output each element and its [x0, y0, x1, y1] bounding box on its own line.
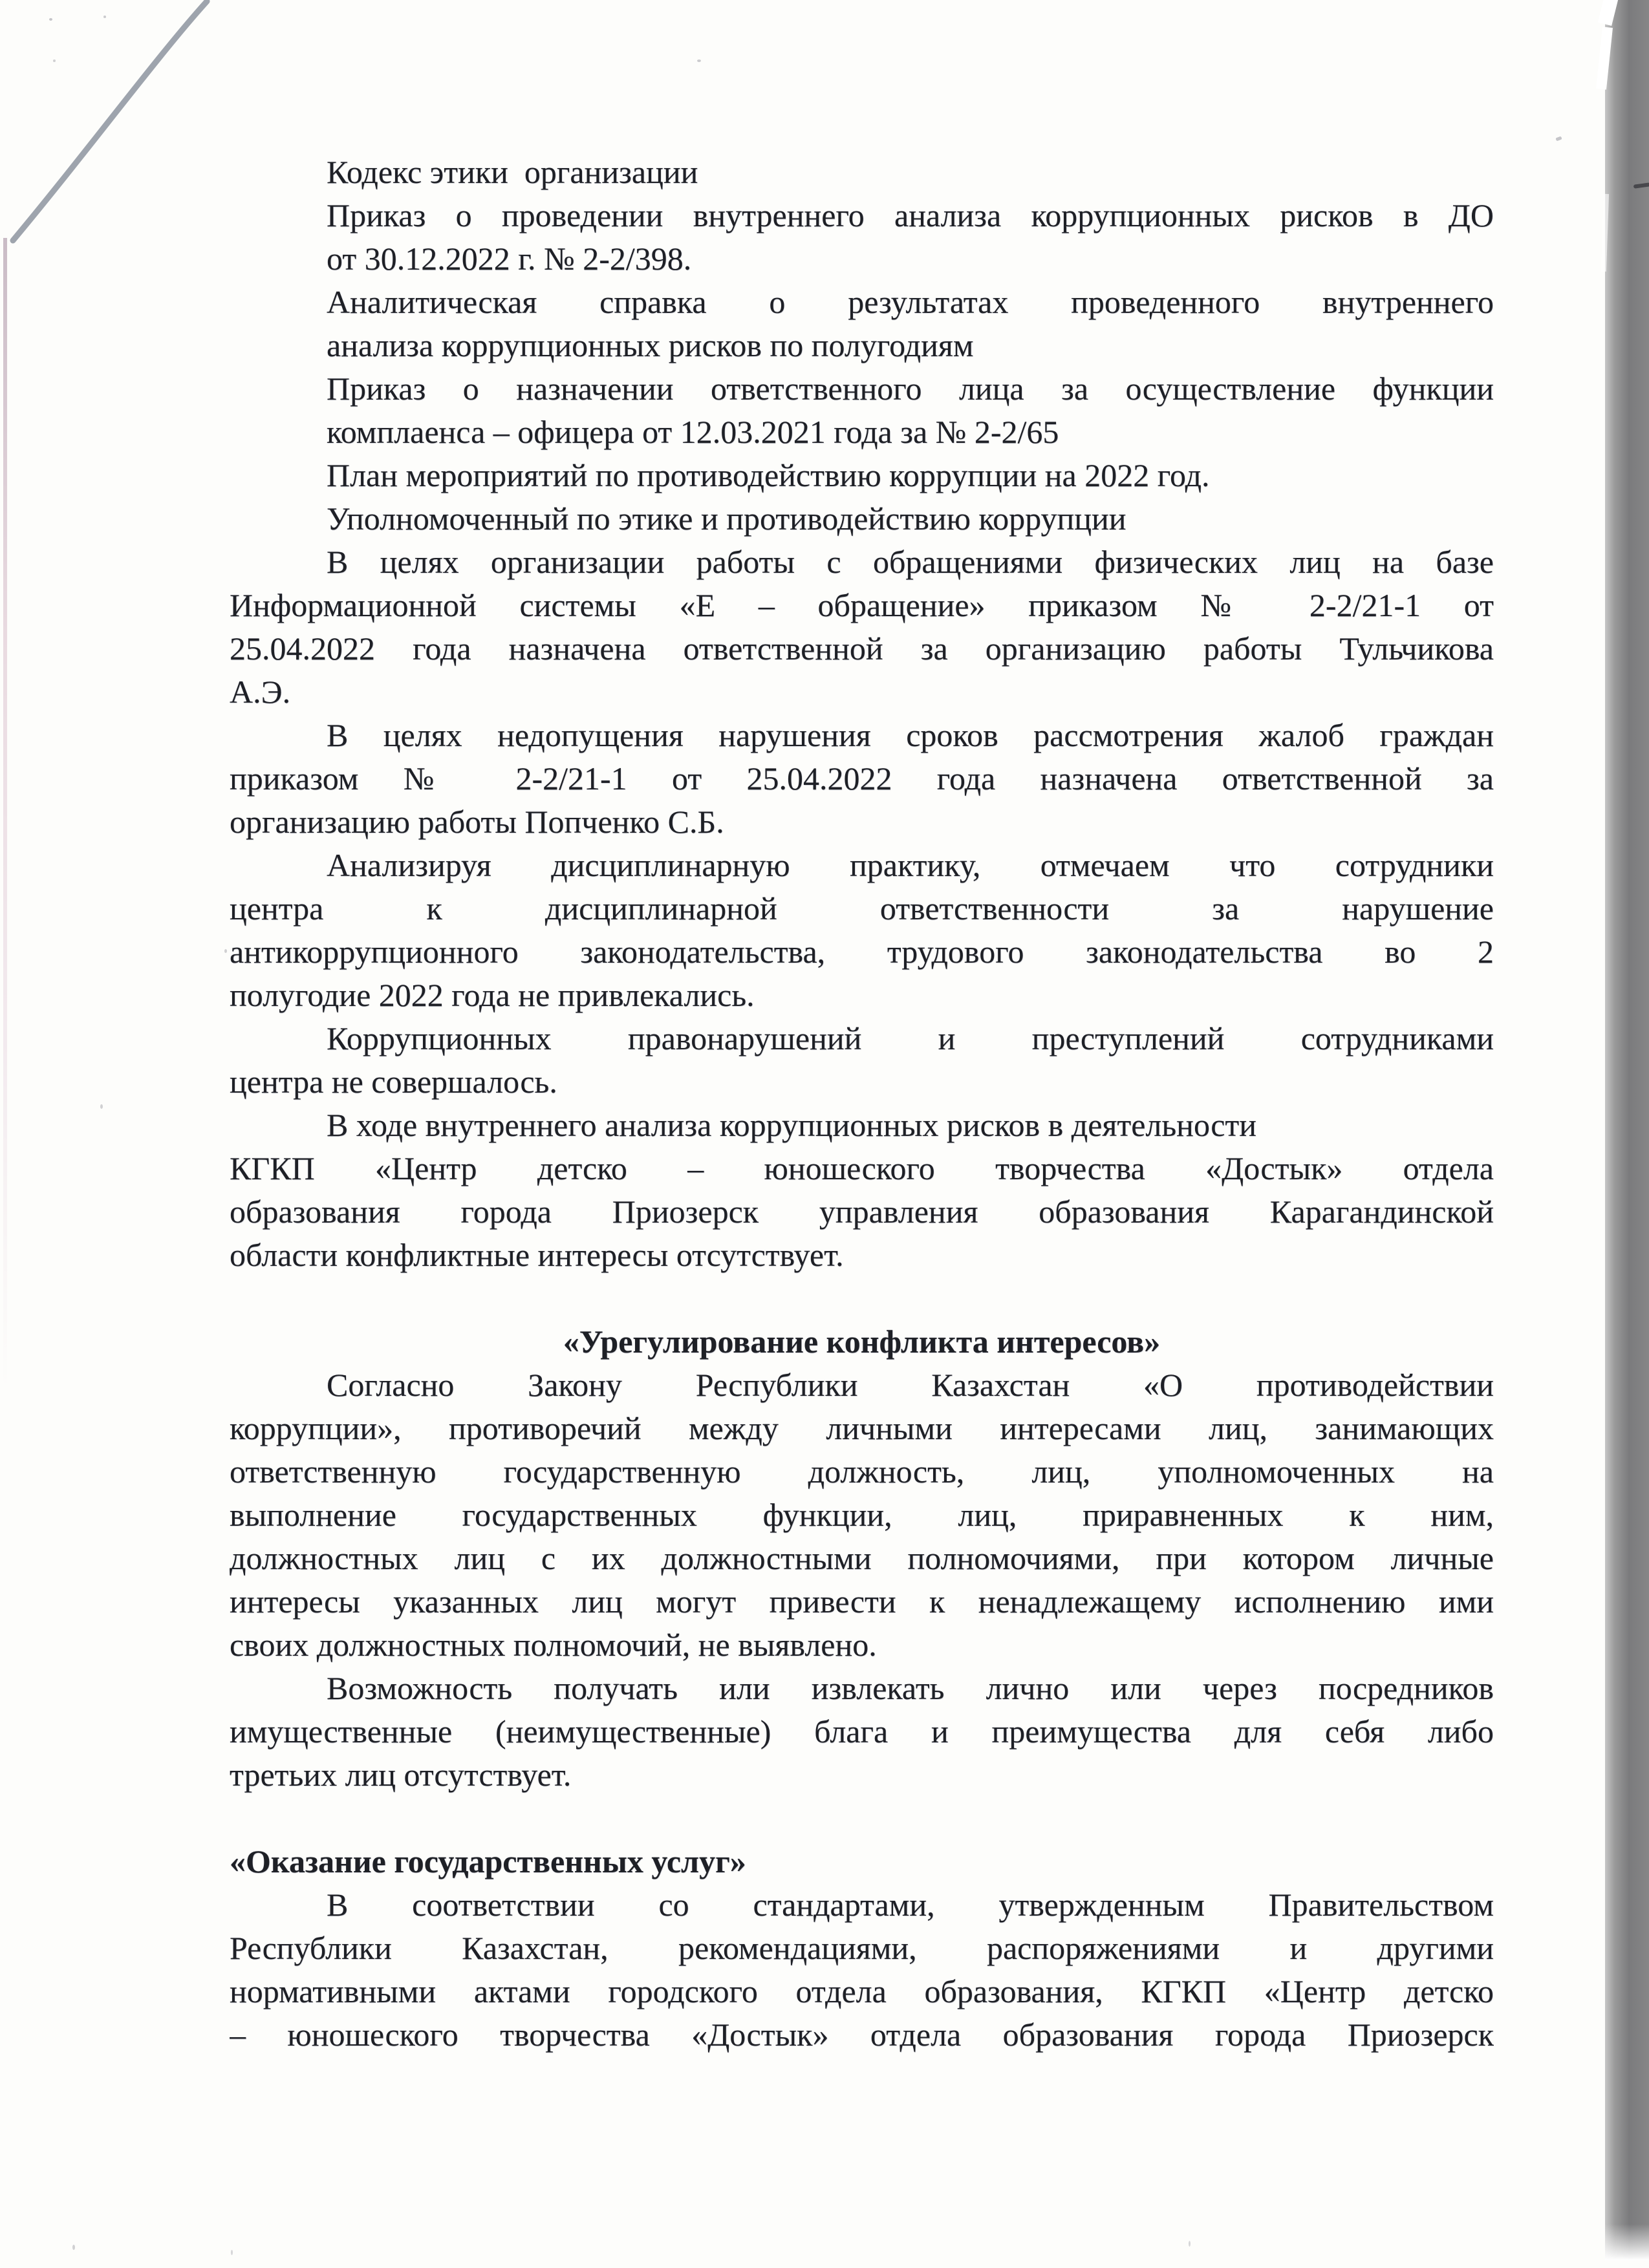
scan-artifact-diagonal-line — [0, 0, 233, 259]
scan-speck — [697, 59, 701, 62]
text-line: комплаенса – офицера от 12.03.2021 года за № 2-2/65 — [327, 414, 1059, 450]
text-line: нормативными актами городского отдела образования, КГКП «Центр детско — [230, 1973, 1494, 2009]
text-line: от 30.12.2022 г. № 2-2/398. — [327, 241, 692, 277]
text-line: коррупции», противоречий между личными интересами лиц, занимающих — [230, 1410, 1494, 1446]
text-line: анализа коррупционных рисков по полугодиям — [327, 327, 974, 363]
text-line: Приказ о назначении ответственного лица за осуществление функции — [327, 370, 1494, 407]
text-line: В соответствии со стандартами, утвержденным Правительством — [327, 1887, 1494, 1923]
text-line: – юношеского творчества «Достык» отдела образования города Приозерск — [230, 2017, 1494, 2053]
text-line: центра к дисциплинарной ответственности за нарушение — [230, 890, 1494, 926]
text-line: Согласно Закону Республики Казахстан «О противодействии — [327, 1367, 1494, 1403]
text-line: План мероприятий по противодействию коррупции на 2022 год. — [327, 457, 1210, 493]
text-line: В ходе внутреннего анализа коррупционных рисков в деятельности — [327, 1107, 1256, 1143]
text-line: организацию работы Попченко С.Б. — [230, 804, 724, 840]
text-line: 25.04.2022 года назначена ответственной за организацию работы Тульчикова — [230, 630, 1494, 667]
text-line: Возможность получать или извлекать лично или через посредников — [327, 1670, 1494, 1706]
text-line: Анализируя дисциплинарную практику, отмечаем что сотрудники — [327, 847, 1494, 883]
text-line: приказом № 2-2/21-1 от 25.04.2022 года назначена ответственной за — [230, 760, 1494, 797]
document-body — [230, 151, 1494, 2057]
text-line: области конфликтные интересы отсутствует. — [230, 1237, 844, 1273]
text-line: антикоррупционного законодательства, трудового законодательства во 2 — [230, 934, 1494, 970]
section-heading: «Оказание государственных услуг» — [230, 1843, 746, 1879]
scan-artifact-left-edge-line — [3, 238, 7, 1389]
scan-speck — [72, 2245, 75, 2250]
text-line: ответственную государственную должность, лиц, уполномоченных на — [230, 1453, 1494, 1490]
text-line: В целях организации работы с обращениями физических лиц на базе — [327, 544, 1494, 580]
text-line: В целях недопущения нарушения сроков рассмотрения жалоб граждан — [327, 717, 1494, 753]
scan-speck — [1555, 136, 1562, 142]
text-line: Информационной системы «Е – обращение» приказом № 2-2/21-1 от — [230, 587, 1494, 623]
text-line: КГКП «Центр детско – юношеского творчества «Достык» отдела — [230, 1150, 1494, 1186]
text-line: Приказ о проведении внутреннего анализа коррупционных рисков в ДО — [327, 197, 1494, 233]
text-line: А.Э. — [230, 674, 291, 710]
text-line: Уполномоченный по этике и противодействию коррупции — [327, 500, 1126, 537]
scan-speck — [224, 949, 227, 953]
scan-speck — [103, 16, 106, 18]
text-line: интересы указанных лиц могут привести к ненадлежащему исполнению ими — [230, 1583, 1494, 1620]
scan-speck — [1633, 182, 1649, 189]
scan-band-notch — [1596, 27, 1613, 89]
text-line: третьих лиц отсутствует. — [230, 1757, 572, 1793]
text-line: своих должностных полномочий, не выявлено. — [230, 1627, 877, 1663]
scan-speck — [100, 1104, 103, 1109]
scan-speck — [53, 59, 56, 62]
scan-speck — [1189, 2241, 1191, 2247]
section-heading: «Урегулирование конфликта интересов» — [563, 1323, 1161, 1360]
text-line: выполнение государственных функции, лиц, приравненных к ним, — [230, 1497, 1494, 1533]
text-line: образования города Приозерск управления образования Карагандинской — [230, 1193, 1494, 1230]
text-line: центра не совершалось. — [230, 1064, 557, 1100]
text-line: Аналитическая справка о результатах проведенного внутреннего — [327, 284, 1494, 320]
text-line: Коррупционных правонарушений и преступлений сотрудниками — [327, 1020, 1494, 1056]
blank-line — [230, 1277, 1494, 1320]
text-line: Республики Казахстан, рекомендациями, распоряжениями и другими — [230, 1930, 1494, 1966]
blank-line — [230, 1797, 1494, 1840]
text-line: полугодие 2022 года не привлекались. — [230, 977, 755, 1013]
text-line: имущественные (неимущественные) блага и преимущества для себя либо — [230, 1713, 1494, 1749]
scan-speck — [231, 2250, 233, 2255]
scan-speck — [49, 18, 52, 21]
text-line: должностных лиц с их должностными полномочиями, при котором личные — [230, 1540, 1494, 1576]
text-line: Кодекс этики организации — [327, 154, 698, 190]
scan-band-notch — [1601, 194, 1609, 272]
scan-artifact-right-edge-band — [1605, 0, 1649, 2260]
scan-band-notch — [1598, 0, 1619, 26]
